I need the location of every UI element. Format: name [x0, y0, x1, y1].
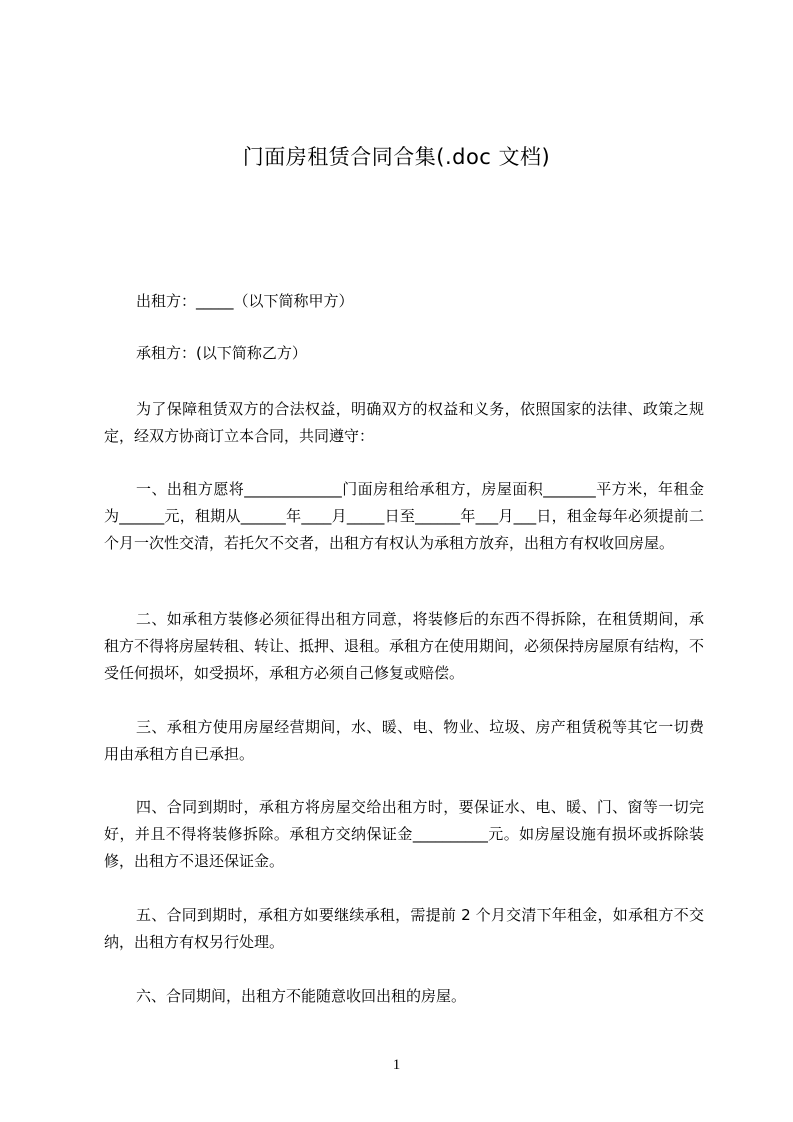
document-title: 门面房租赁合同合集(.doc 文档)	[242, 145, 551, 169]
clause-5-renewal: 五、合同到期时，承租方如要继续承租，需提前 2 个月交清下年租金，如承租方不交纳，出租方有权另行处理。	[104, 906, 704, 951]
paragraph-lessee: 承租方：(以下简称乙方）	[136, 344, 307, 362]
clause-2-renovation: 二、如承租方装修必须征得出租方同意，将装修后的东西不得拆除，在租赁期间，承租方不得将房屋转租、转让、抵押、退租。承租方在使用期间，必须保持房屋原有结构，不受任何损坏，如受损坏，承租方必须自己修复或赔偿。	[104, 610, 705, 682]
clause-4-deposit: 四、合同到期时，承租方将房屋交给出租方时，要保证水、电、暖、门、窗等一切完好，并且不得将装修拆除。承租方交纳保证金__________元。如房屋设施有损坏或拆除装修，出租方不退还保证金。	[104, 798, 704, 870]
clause-1-rent-terms: 一、出租方愿将_____________门面房租给承租方，房屋面积_______平方米，年租金为______元，租期从______年____月_____日至______年___月___日，租金每年必须提前二个月一次性交清，若托欠不交者，出租方有权认为承租方放弃，出租方有权收回房屋。	[104, 480, 704, 552]
clause-3-expenses: 三、承租方使用房屋经营期间，水、暖、电、物业、垃圾、房产租赁税等其它一切费用由承租方自已承担。	[104, 718, 704, 763]
paragraph-preamble: 为了保障租赁双方的合法权益，明确双方的权益和义务，依照国家的法律、政策之规定，经双方协商订立本合同，共同遵守：	[104, 400, 704, 445]
clause-6-no-recall: 六、合同期间，出租方不能随意收回出租的房屋。	[136, 987, 467, 1005]
page-number: 1	[392, 1057, 401, 1073]
paragraph-lessor: 出租方：_____（以下简称甲方）	[136, 292, 354, 310]
